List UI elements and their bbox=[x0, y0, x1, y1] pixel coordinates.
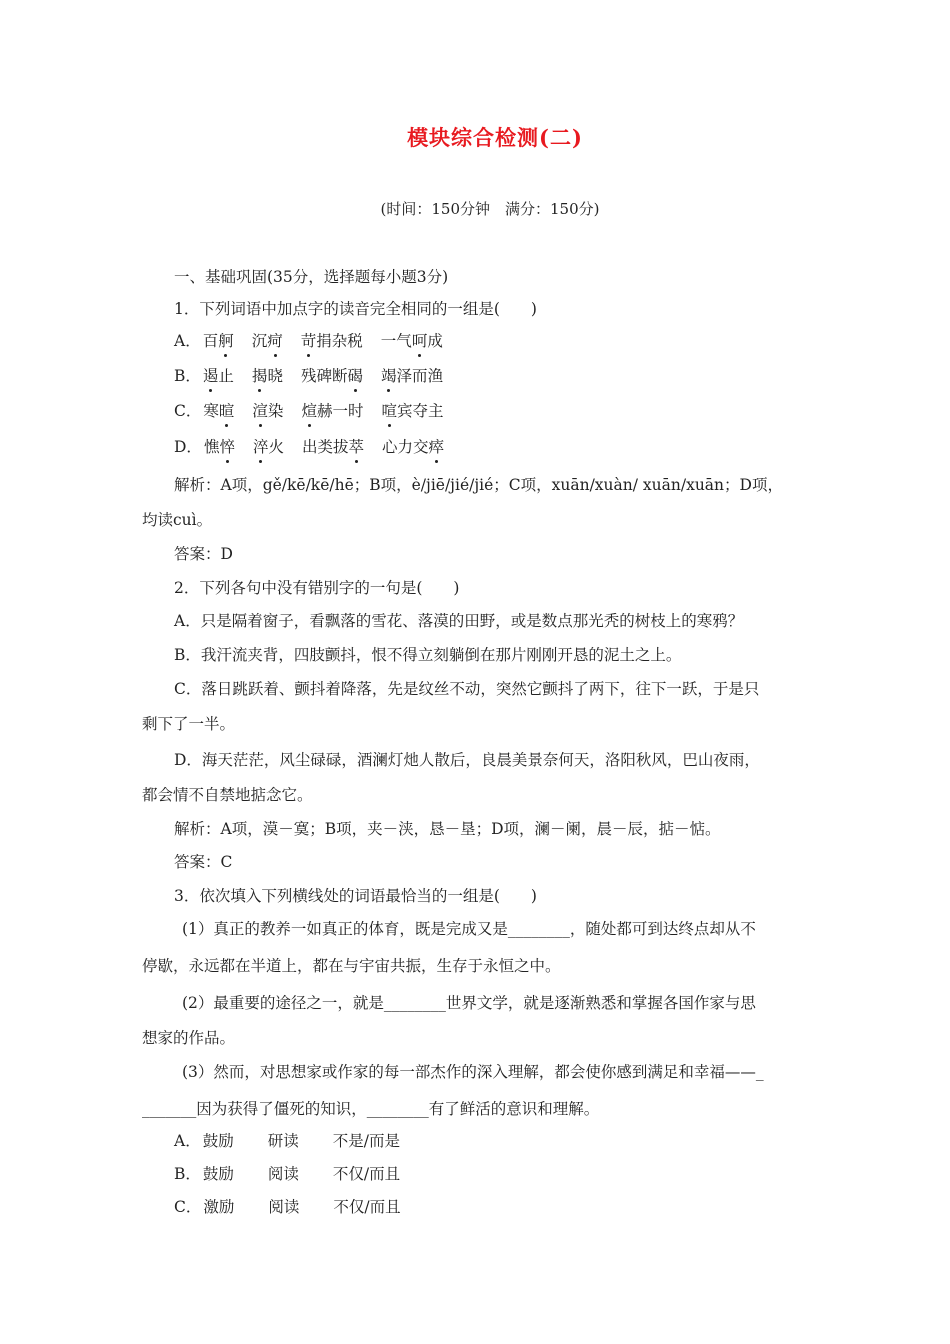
question-2-option-d-cont: 都会情不自禁地掂念它。 bbox=[142, 786, 313, 804]
question-3-sentence-2: (2）最重要的途径之一，就是________世界文学，就是逐渐熟悉和掌握各国作家与思 bbox=[182, 994, 756, 1012]
question-2-option-c: C．落日跳跃着、颤抖着降落，先是纹丝不动，突然它颤抖了两下，往下一跃，于是只 bbox=[174, 680, 760, 698]
question-1-option-d: D． 憔悴 淬火 出类拔萃 心力交瘁 bbox=[174, 438, 445, 456]
question-1-option-a: A． 百舸 沉疴 苛捐杂税 一气呵成 bbox=[174, 332, 443, 350]
question-3-sentence-1-cont: 停歇，永远都在半道上，都在与宇宙共振，生存于永恒之中。 bbox=[142, 957, 561, 975]
question-2-stem: 2．下列各句中没有错别字的一句是( ) bbox=[174, 579, 460, 597]
question-3-option-a: A． 鼓励 研读 不是/而是 bbox=[174, 1132, 400, 1150]
question-2-option-b: B．我汗流夹背，四肢颤抖，恨不得立刻躺倒在那片刚刚开恳的泥土之上。 bbox=[174, 646, 682, 664]
question-3-stem: 3．依次填入下列横线处的词语最恰当的一组是( ) bbox=[174, 887, 537, 905]
question-3-option-c: C． 激励 阅读 不仅/而且 bbox=[174, 1198, 401, 1216]
exam-time-score: (时间：150分钟 满分：150分) bbox=[380, 200, 600, 218]
question-2-analysis: 解析：A项，漠－寞；B项，夹－浃，恳－垦；D项，澜－阑，晨－辰，掂－惦。 bbox=[174, 820, 721, 838]
question-1-answer: 答案：D bbox=[174, 545, 233, 563]
section-heading: 一、基础巩固(35分，选择题每小题3分) bbox=[174, 268, 449, 286]
question-2-answer: 答案：C bbox=[174, 853, 233, 871]
question-2-option-d: D．海天茫茫，风尘碌碌，酒澜灯灺人散后，良晨美景奈何天，洛阳秋风，巴山夜雨， bbox=[174, 751, 760, 769]
question-3-sentence-2-cont: 想家的作品。 bbox=[142, 1029, 236, 1047]
question-1-analysis: 解析：A项，gě/kē/kē/hē；B项，è/jiē/jié/jié；C项，xuān/xuàn/ xuān/xuān；D项， bbox=[174, 476, 783, 494]
question-3-sentence-3-cont: _______因为获得了僵死的知识，________有了鲜活的意识和理解。 bbox=[142, 1100, 600, 1118]
question-2-option-a: A．只是隔着窗子，看飘落的雪花、落漠的田野，或是数点那光秃的树枝上的寒鸦？ bbox=[174, 612, 744, 630]
question-1-stem: 1．下列词语中加点字的读音完全相同的一组是( ) bbox=[174, 300, 537, 318]
question-3-sentence-3: (3）然而，对思想家或作家的每一部杰作的深入理解，都会使你感到满足和幸福——_ bbox=[182, 1063, 764, 1081]
page-title: 模块综合检测(二) bbox=[407, 125, 583, 150]
question-3-sentence-1: (1）真正的教养一如真正的体育，既是完成又是________，随处都可到达终点却从不 bbox=[182, 920, 756, 938]
question-1-analysis-cont: 均读cuì。 bbox=[142, 511, 213, 529]
question-3-option-b: B． 鼓励 阅读 不仅/而且 bbox=[174, 1165, 401, 1183]
question-1-option-c: C． 寒暄 渲染 煊赫一时 喧宾夺主 bbox=[174, 402, 444, 420]
question-1-option-b: B． 遏止 揭晓 残碑断碣 竭泽而渔 bbox=[174, 367, 444, 385]
question-2-option-c-cont: 剩下了一半。 bbox=[142, 715, 236, 733]
